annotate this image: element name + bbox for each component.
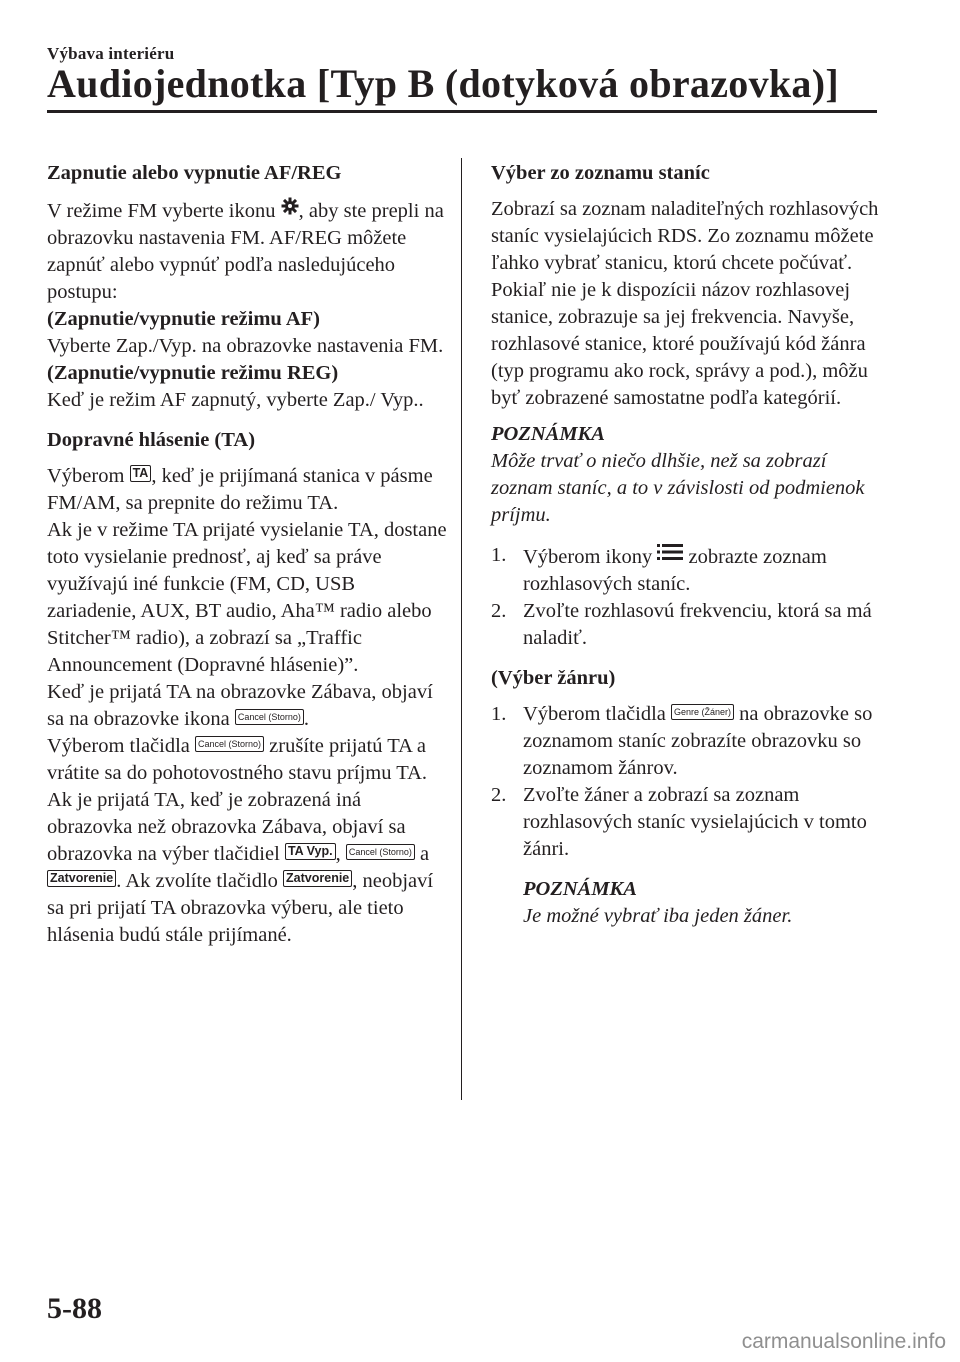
- ta-paragraph-4: Výberom tlačidla Cancel (Storno) zrušíte prijatú TA a vrátite sa do pohotovostného stavu príjmu TA. Ak je prijatá TA, keď je zobrazená iná obrazovka než obrazovka Zábava, objaví sa obrazovka na výber tlačidiel TA Vyp. , Cancel (Storno) a Zatvorenie . Ak zvolíte tlačidlo Zatvorenie , neobjaví sa pri prijatí TA obrazovka výberu, ale tieto hlásenia budú stále prijímané.: [47, 735, 434, 946]
- cancel-storno-button: Cancel (Storno): [235, 709, 304, 725]
- ta-paragraph-2: Ak je v režime TA prijaté vysielanie TA, dostane toto vysielanie prednosť, aj keď sa práve využívajú iné funkcie (FM, CD, USB zariadenie, AUX, BT audio, Aha™ radio alebo Stitcher™ radio), a zobrazí sa „Traffic Announcement (Dopravné hlásenie)”.: [47, 519, 447, 676]
- note-text: Je možné vybrať iba jeden žáner.: [523, 905, 793, 927]
- left-column: [47, 160, 447, 949]
- afreg-heading: Zapnutie alebo vypnutie AF/REG: [47, 162, 342, 184]
- station-list-text: Zobrazí sa zoznam naladiteľných rozhlasových staníc vysielajúcich RDS. Zo zoznamu môžete ľahko vybrať stanicu, ktorú chcete počúvať. Pokiaľ nie je k dispozícii názov rozhlasovej stanice, zobrazuje sa jej frekvencia. Navyše, rozhlasové stanice, ktoré používajú kód žánra (typ programu ako rock, správy a pod.), môžu byť zobrazené samostatne podľa kategórií.: [491, 198, 879, 409]
- title-rule: [47, 110, 877, 113]
- note-text: Môže trvať o niečo dlhšie, než sa zobrazí zoznam staníc, a to v závislosti od podmienok príjmu.: [491, 450, 865, 526]
- close-button: Zatvorenie: [283, 870, 352, 887]
- ta-button: TA: [130, 465, 152, 482]
- column-divider: [461, 158, 462, 1100]
- af-text: Vyberte Zap./Vyp. na obrazovke nastavenia FM.: [47, 335, 444, 357]
- af-heading: (Zapnutie/vypnutie režimu AF): [47, 308, 320, 330]
- station-list-heading: Výber zo zoznamu staníc: [491, 162, 710, 184]
- ta-paragraph-3: Keď je prijatá TA na obrazovke Zábava, objaví sa na obrazovke ikona Cancel (Storno) .: [47, 681, 433, 730]
- list-item: 2. Zvoľte rozhlasovú frekvenciu, ktorá sa má naladiť.: [491, 600, 872, 649]
- note-title: POZNÁMKA: [523, 878, 637, 900]
- cancel-storno-button: Cancel (Storno): [195, 736, 264, 752]
- close-button: Zatvorenie: [47, 870, 116, 887]
- note-title: POZNÁMKA: [491, 423, 605, 445]
- reg-text: Keď je režim AF zapnutý, vyberte Zap./ Vyp..: [47, 389, 424, 411]
- list-icon: [657, 542, 683, 569]
- ta-heading: Dopravné hlásenie (TA): [47, 429, 256, 451]
- right-column: [491, 160, 886, 930]
- genre-heading: (Výber žánru): [491, 667, 616, 689]
- gear-icon: [281, 196, 299, 223]
- ta-paragraph-1: Výberom TA , keď je prijímaná stanica v pásme FM/AM, sa prepnite do režimu TA.: [47, 465, 433, 514]
- page-number: 5-88: [47, 1292, 102, 1325]
- cancel-storno-button: Cancel (Storno): [346, 844, 415, 860]
- watermark: carmanualsonline.info: [741, 1330, 946, 1353]
- reg-heading: (Zapnutie/vypnutie režimu REG): [47, 362, 339, 384]
- list-item: 2. Zvoľte žáner a zobrazí sa zoznam rozhlasových staníc vysielajúcich v tomto žánri.: [491, 784, 867, 860]
- list-item: 1. Výberom ikony zobrazte zoznam rozhlasových staníc.: [491, 544, 827, 595]
- section-label: Výbava interiéru: [47, 44, 175, 63]
- ta-off-button: TA Vyp.: [285, 843, 336, 860]
- genre-button: Genre (Žáner): [671, 704, 734, 720]
- list-item: 1. Výberom tlačidla Genre (Žáner) na obrazovke so zoznamom staníc zobrazíte obrazovku so zoznamom žánrov.: [491, 703, 873, 779]
- afreg-intro: V režime FM vyberte ikonu , aby ste prepli na obrazovku nastavenia FM. AF/REG môžete zapnúť alebo vypnúť podľa nasledujúceho postupu:: [47, 196, 447, 306]
- page-title: Audiojednotka [Typ B (dotyková obrazovka)]: [47, 61, 839, 106]
